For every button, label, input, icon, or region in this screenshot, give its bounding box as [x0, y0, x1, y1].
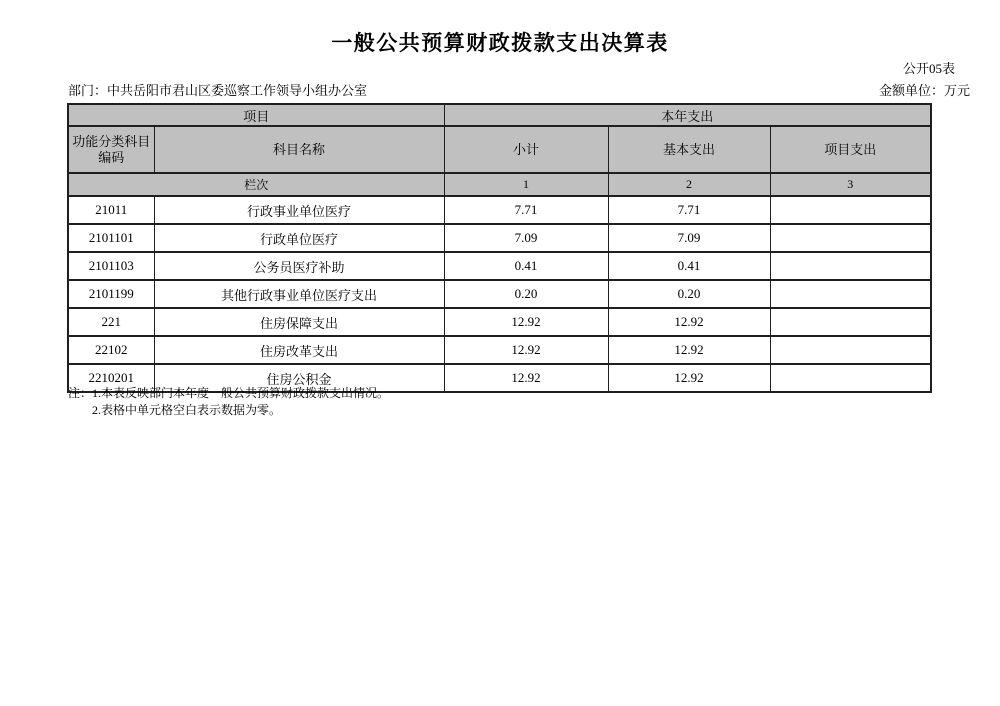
header-col-name: 科目名称: [154, 126, 444, 173]
table-row: [68, 280, 931, 308]
cell-project: [770, 364, 931, 392]
table-row: [68, 308, 931, 336]
cell-code: 2101103: [68, 252, 154, 280]
table-row: [68, 224, 931, 252]
header-current-year-group: 本年支出: [444, 104, 931, 126]
footnotes: [68, 385, 389, 419]
lane-label: 栏次: [68, 173, 444, 196]
cell-project: [770, 252, 931, 280]
cell-project: [770, 224, 931, 252]
form-code-label: 公开05表: [902, 61, 955, 76]
cell-name: 住房公积金: [154, 364, 444, 392]
cell-name: 住房保障支出: [154, 308, 444, 336]
cell-code: 2101199: [68, 280, 154, 308]
cell-code: 2101101: [68, 224, 154, 252]
cell-basic: 0.20: [608, 280, 770, 308]
cell-basic: 12.92: [608, 364, 770, 392]
cell-name: 公务员医疗补助: [154, 252, 444, 280]
cell-code: 2210201: [68, 364, 154, 392]
header-col-subtotal: 小计: [444, 126, 608, 173]
note-line-1: 注：1.本表反映部门本年度一般公共预算财政拨款支出情况。: [68, 386, 390, 400]
amount-unit-label: 金额单位：万元: [878, 83, 970, 98]
cell-subtotal: 12.92: [444, 364, 608, 392]
column-header-row: [68, 126, 931, 173]
expense-table: [67, 103, 932, 393]
cell-project: [770, 280, 931, 308]
cell-subtotal: 0.20: [444, 280, 608, 308]
lane-2: 2: [608, 173, 770, 196]
cell-name: 住房改革支出: [154, 336, 444, 364]
header-project-group: 项目: [68, 104, 444, 126]
group-header-row: [68, 104, 931, 126]
header-col-code: 功能分类科目编码: [68, 126, 154, 173]
cell-name: 行政事业单位医疗: [154, 196, 444, 224]
table-row: [68, 336, 931, 364]
cell-subtotal: 0.41: [444, 252, 608, 280]
cell-basic: 0.41: [608, 252, 770, 280]
department-label: 部门：中共岳阳市君山区委巡察工作领导小组办公室: [68, 83, 368, 98]
cell-subtotal: 7.09: [444, 224, 608, 252]
cell-basic: 12.92: [608, 336, 770, 364]
cell-subtotal: 12.92: [444, 308, 608, 336]
cell-name: 其他行政事业单位医疗支出: [154, 280, 444, 308]
lane-1: 1: [444, 173, 608, 196]
lane-number-row: [68, 173, 931, 196]
lane-3: 3: [770, 173, 931, 196]
cell-project: [770, 196, 931, 224]
cell-code: 221: [68, 308, 154, 336]
cell-basic: 12.92: [608, 308, 770, 336]
page-title: 一般公共预算财政拨款支出决算表: [331, 31, 669, 55]
table-row: [68, 252, 931, 280]
note-line-2: 2.表格中单元格空白表示数据为零。: [92, 403, 282, 417]
cell-code: 22102: [68, 336, 154, 364]
cell-subtotal: 12.92: [444, 336, 608, 364]
cell-project: [770, 336, 931, 364]
header-col-project: 项目支出: [770, 126, 931, 173]
header-col-basic: 基本支出: [608, 126, 770, 173]
cell-basic: 7.71: [608, 196, 770, 224]
cell-project: [770, 308, 931, 336]
table-row: [68, 196, 931, 224]
cell-subtotal: 7.71: [444, 196, 608, 224]
cell-basic: 7.09: [608, 224, 770, 252]
cell-name: 行政单位医疗: [154, 224, 444, 252]
cell-code: 21011: [68, 196, 154, 224]
